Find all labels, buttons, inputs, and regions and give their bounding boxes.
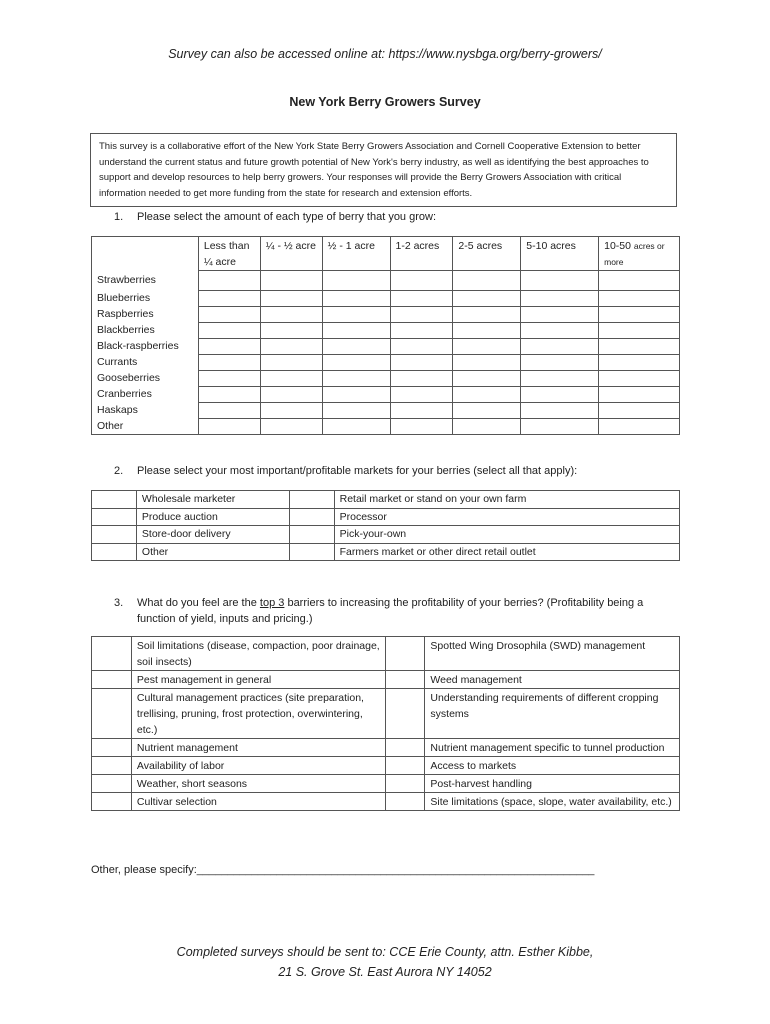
acreage-checkbox-cell[interactable] xyxy=(322,387,390,403)
table-row xyxy=(92,508,680,526)
table-row xyxy=(92,387,680,403)
column-header: ½ - 1 acre xyxy=(322,237,390,271)
question-text xyxy=(137,595,697,627)
berry-type-label: Blackberries xyxy=(92,323,199,339)
acreage-checkbox-cell[interactable] xyxy=(453,339,521,355)
barrier-option-label: Soil limitations (disease, compaction, poor drainage, soil insects) xyxy=(131,637,386,671)
table-header-row xyxy=(92,237,680,271)
acreage-checkbox-cell[interactable] xyxy=(198,339,260,355)
barrier-checkbox-cell[interactable] xyxy=(386,689,425,739)
acreage-checkbox-cell[interactable] xyxy=(390,339,453,355)
table-row xyxy=(92,775,680,793)
question-text-part: What do you feel are the xyxy=(137,597,260,609)
question-text-line2: function of yield, inputs and pricing.) xyxy=(137,613,313,625)
barrier-checkbox-cell[interactable] xyxy=(386,671,425,689)
acreage-checkbox-cell[interactable] xyxy=(198,271,260,291)
berry-type-label: Currants xyxy=(92,355,199,371)
acreage-checkbox-cell[interactable] xyxy=(599,339,680,355)
barrier-option-label: Weather, short seasons xyxy=(131,775,386,793)
berry-type-label: Strawberries xyxy=(92,271,199,291)
acreage-checkbox-cell[interactable] xyxy=(322,323,390,339)
acreage-checkbox-cell[interactable] xyxy=(390,291,453,307)
acreage-checkbox-cell[interactable] xyxy=(260,307,322,323)
question-number: 3. xyxy=(114,597,124,609)
acreage-checkbox-cell[interactable] xyxy=(599,387,680,403)
market-option-label: Other xyxy=(136,543,289,561)
market-checkbox-cell[interactable] xyxy=(289,491,334,509)
other-specify-line[interactable]: Other, please specify:_________________________________________________________________ xyxy=(91,864,595,876)
acreage-checkbox-cell[interactable] xyxy=(198,371,260,387)
table-row xyxy=(92,671,680,689)
markets-table xyxy=(91,490,680,561)
acreage-checkbox-cell[interactable] xyxy=(260,339,322,355)
acreage-checkbox-cell[interactable] xyxy=(390,371,453,387)
table-row xyxy=(92,355,680,371)
acreage-checkbox-cell[interactable] xyxy=(260,271,322,291)
barrier-checkbox-cell[interactable] xyxy=(92,775,132,793)
column-header xyxy=(599,237,680,271)
barrier-option-label: Nutrient management xyxy=(131,739,386,757)
table-row xyxy=(92,491,680,509)
acreage-checkbox-cell[interactable] xyxy=(322,355,390,371)
acreage-checkbox-cell[interactable] xyxy=(322,291,390,307)
acreage-checkbox-cell[interactable] xyxy=(453,387,521,403)
barrier-checkbox-cell[interactable] xyxy=(92,671,132,689)
market-option-label: Farmers market or other direct retail outlet xyxy=(334,543,679,561)
barrier-option-label: Understanding requirements of different cropping systems xyxy=(425,689,680,739)
column-header-main: 10-50 xyxy=(604,240,631,252)
berry-type-label: Black-raspberries xyxy=(92,339,199,355)
acreage-checkbox-cell[interactable] xyxy=(260,291,322,307)
barrier-option-label: Weed management xyxy=(425,671,680,689)
acreage-checkbox-cell[interactable] xyxy=(390,387,453,403)
acreage-checkbox-cell[interactable] xyxy=(390,355,453,371)
market-checkbox-cell[interactable] xyxy=(92,491,137,509)
acreage-checkbox-cell[interactable] xyxy=(453,355,521,371)
intro-box: This survey is a collaborative effort of the New York State Berry Growers Association and Cornell Cooperative Extension to better understand the current status and future growth potential of New York's berry industry, as well as identifying the best approaches to support and develop resources to help berry growers. Your responses will provide the Berry Growers Association with critical information needed to get more funding from the state for research and extension efforts. xyxy=(90,133,677,207)
barrier-option-label: Availability of labor xyxy=(131,757,386,775)
acreage-checkbox-cell[interactable] xyxy=(322,403,390,419)
acreage-checkbox-cell[interactable] xyxy=(322,307,390,323)
acreage-checkbox-cell[interactable] xyxy=(198,403,260,419)
acreage-checkbox-cell[interactable] xyxy=(390,419,453,435)
acreage-checkbox-cell[interactable] xyxy=(260,323,322,339)
acreage-checkbox-cell[interactable] xyxy=(198,387,260,403)
barrier-option-label: Access to markets xyxy=(425,757,680,775)
table-row xyxy=(92,739,680,757)
column-header: Less than ¼ acre xyxy=(198,237,260,271)
market-checkbox-cell[interactable] xyxy=(92,543,137,561)
market-checkbox-cell[interactable] xyxy=(289,526,334,544)
question-3 xyxy=(114,595,734,629)
header-corner-cell xyxy=(92,237,199,271)
column-header: 2-5 acres xyxy=(453,237,521,271)
barrier-option-label: Cultural management practices (site preparation, trellising, pruning, frost protection, overwintering, etc.) xyxy=(131,689,386,739)
table-row xyxy=(92,371,680,387)
question-text-emphasis: top 3 xyxy=(259,597,285,609)
market-option-label: Wholesale marketer xyxy=(136,491,289,509)
table-row xyxy=(92,307,680,323)
column-header: ¼ - ½ acre xyxy=(260,237,322,271)
market-option-label: Store-door delivery xyxy=(136,526,289,544)
barrier-checkbox-cell[interactable] xyxy=(92,793,132,811)
question-1 xyxy=(114,211,714,227)
acreage-checkbox-cell[interactable] xyxy=(453,371,521,387)
market-checkbox-cell[interactable] xyxy=(92,508,137,526)
market-checkbox-cell[interactable] xyxy=(289,543,334,561)
acreage-checkbox-cell[interactable] xyxy=(198,291,260,307)
acreage-checkbox-cell[interactable] xyxy=(322,271,390,291)
table-row xyxy=(92,689,680,739)
table-row xyxy=(92,543,680,561)
market-option-label: Retail market or stand on your own farm xyxy=(334,491,679,509)
question-number: 1. xyxy=(114,211,124,223)
barrier-checkbox-cell[interactable] xyxy=(92,757,132,775)
berry-type-label: Other xyxy=(92,419,199,435)
table-row xyxy=(92,757,680,775)
acreage-checkbox-cell[interactable] xyxy=(521,403,599,419)
column-header: 5-10 acres xyxy=(521,237,599,271)
question-text-part: barriers to increasing the profitability of your berries? (Profitability being a xyxy=(284,597,644,609)
acreage-checkbox-cell[interactable] xyxy=(453,271,521,291)
acreage-checkbox-cell[interactable] xyxy=(521,291,599,307)
acreage-checkbox-cell[interactable] xyxy=(322,339,390,355)
acreage-checkbox-cell[interactable] xyxy=(260,371,322,387)
barriers-table xyxy=(91,636,680,811)
acreage-checkbox-cell[interactable] xyxy=(260,419,322,435)
market-option-label: Processor xyxy=(334,508,679,526)
table-row xyxy=(92,419,680,435)
barrier-checkbox-cell[interactable] xyxy=(92,689,132,739)
column-header-small: acres or more xyxy=(604,241,665,267)
acreage-checkbox-cell[interactable] xyxy=(453,291,521,307)
barrier-option-label: Post-harvest handling xyxy=(425,775,680,793)
acreage-checkbox-cell[interactable] xyxy=(198,307,260,323)
footer-note xyxy=(0,942,770,982)
barrier-checkbox-cell[interactable] xyxy=(386,637,425,671)
acreage-checkbox-cell[interactable] xyxy=(521,355,599,371)
barrier-option-label: Pest management in general xyxy=(131,671,386,689)
berry-type-label: Blueberries xyxy=(92,291,199,307)
online-access-note: Survey can also be accessed online at: https://www.nysbga.org/berry-growers/ xyxy=(168,47,602,61)
page-title: New York Berry Growers Survey xyxy=(289,95,481,109)
acreage-checkbox-cell[interactable] xyxy=(453,403,521,419)
acreage-checkbox-cell[interactable] xyxy=(599,307,680,323)
barrier-option-label: Cultivar selection xyxy=(131,793,386,811)
acreage-checkbox-cell[interactable] xyxy=(198,419,260,435)
acreage-checkbox-cell[interactable] xyxy=(260,355,322,371)
acreage-checkbox-cell[interactable] xyxy=(260,403,322,419)
table-row xyxy=(92,403,680,419)
acreage-checkbox-cell[interactable] xyxy=(453,307,521,323)
acreage-checkbox-cell[interactable] xyxy=(521,387,599,403)
footer-line-2: 21 S. Grove St. East Aurora NY 14052 xyxy=(278,965,492,979)
acreage-checkbox-cell[interactable] xyxy=(198,355,260,371)
berry-acreage-table xyxy=(91,236,680,435)
question-number: 2. xyxy=(114,465,124,477)
acreage-checkbox-cell[interactable] xyxy=(599,355,680,371)
acreage-checkbox-cell[interactable] xyxy=(521,371,599,387)
acreage-checkbox-cell[interactable] xyxy=(453,419,521,435)
acreage-checkbox-cell[interactable] xyxy=(260,387,322,403)
acreage-checkbox-cell[interactable] xyxy=(390,307,453,323)
barrier-checkbox-cell[interactable] xyxy=(386,793,425,811)
acreage-checkbox-cell[interactable] xyxy=(599,371,680,387)
barrier-checkbox-cell[interactable] xyxy=(386,739,425,757)
market-checkbox-cell[interactable] xyxy=(289,508,334,526)
footer-line-1: Completed surveys should be sent to: CCE Erie County, attn. Esther Kibbe, xyxy=(176,945,594,959)
acreage-checkbox-cell[interactable] xyxy=(521,323,599,339)
barrier-option-label: Site limitations (space, slope, water availability, etc.) xyxy=(425,793,680,811)
table-row xyxy=(92,793,680,811)
berry-type-label: Gooseberries xyxy=(92,371,199,387)
acreage-checkbox-cell[interactable] xyxy=(599,323,680,339)
berry-type-label: Raspberries xyxy=(92,307,199,323)
berry-type-label: Haskaps xyxy=(92,403,199,419)
table-row xyxy=(92,526,680,544)
table-row xyxy=(92,291,680,307)
market-checkbox-cell[interactable] xyxy=(92,526,137,544)
acreage-checkbox-cell[interactable] xyxy=(521,339,599,355)
column-header: 1-2 acres xyxy=(390,237,453,271)
table-row xyxy=(92,637,680,671)
acreage-checkbox-cell[interactable] xyxy=(390,323,453,339)
acreage-checkbox-cell[interactable] xyxy=(198,323,260,339)
acreage-checkbox-cell[interactable] xyxy=(390,271,453,291)
acreage-checkbox-cell[interactable] xyxy=(322,371,390,387)
acreage-checkbox-cell[interactable] xyxy=(453,323,521,339)
acreage-checkbox-cell[interactable] xyxy=(599,271,680,291)
market-option-label: Pick-your-own xyxy=(334,526,679,544)
market-option-label: Produce auction xyxy=(136,508,289,526)
question-text: Please select your most important/profitable markets for your berries (select all that apply): xyxy=(137,465,578,477)
acreage-checkbox-cell[interactable] xyxy=(322,419,390,435)
acreage-checkbox-cell[interactable] xyxy=(599,403,680,419)
table-row xyxy=(92,323,680,339)
barrier-checkbox-cell[interactable] xyxy=(92,637,132,671)
acreage-checkbox-cell[interactable] xyxy=(521,271,599,291)
barrier-checkbox-cell[interactable] xyxy=(386,775,425,793)
question-text: Please select the amount of each type of berry that you grow: xyxy=(137,211,437,223)
acreage-checkbox-cell[interactable] xyxy=(521,307,599,323)
barrier-checkbox-cell[interactable] xyxy=(92,739,132,757)
barrier-checkbox-cell[interactable] xyxy=(386,757,425,775)
barrier-option-label: Spotted Wing Drosophila (SWD) management xyxy=(425,637,680,671)
barrier-option-label: Nutrient management specific to tunnel production xyxy=(425,739,680,757)
question-2 xyxy=(114,465,734,481)
acreage-checkbox-cell[interactable] xyxy=(599,291,680,307)
berry-type-label: Cranberries xyxy=(92,387,199,403)
table-row xyxy=(92,339,680,355)
acreage-checkbox-cell[interactable] xyxy=(599,419,680,435)
table-row xyxy=(92,271,680,291)
acreage-checkbox-cell[interactable] xyxy=(521,419,599,435)
acreage-checkbox-cell[interactable] xyxy=(390,403,453,419)
